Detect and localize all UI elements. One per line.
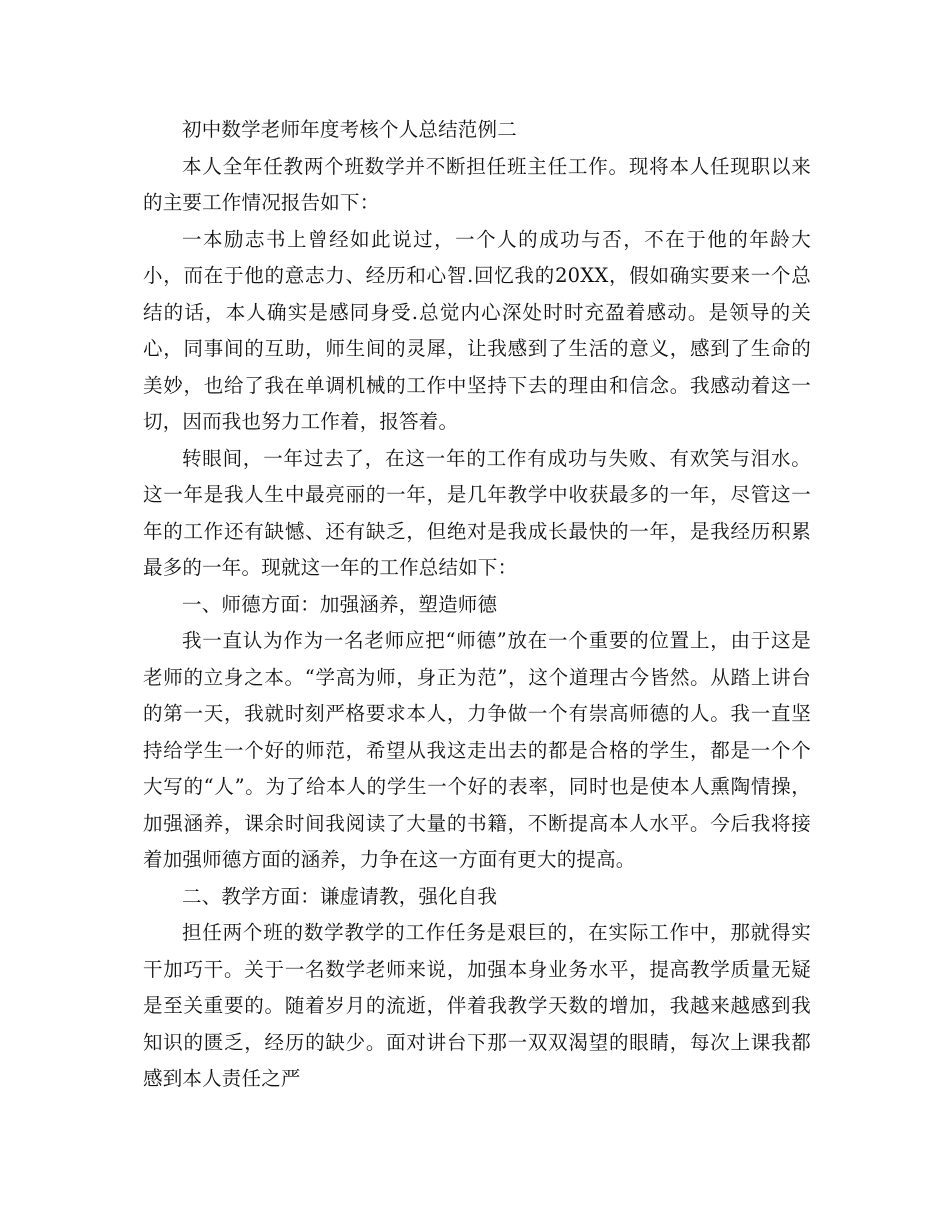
section-heading-teaching: 二、教学方面：谦虚请教，强化自我 xyxy=(182,884,498,908)
paragraph-ethics: 我一直认为作为一名老师应把“师德”放在一个重要的位置上，由于这是老师的立身之本。“学高为师，身正为范”，这个道理古今皆然。从踏上讲台的第一天，我就时刻严格要求本人，力争做一个有崇高师德的人。我一直坚持给学生一个好的师范，希望从我这走出去的都是合格的学生，都是一个个大写的“人”。为了给本人的学生一个好的表率，同时也是使本人熏陶情操，加强涵养，课余时间我阅读了大量的书籍，不断提高本人水平。今后我将接着加强师德方面的涵养，力争在这一方面有更大的提高。 xyxy=(143,629,811,871)
paragraph-reflection: 一本励志书上曾经如此说过，一个人的成功与否，不在于他的年龄大小，而在于他的意志力、经历和心智.回忆我的20XX，假如确实要来一个总结的话，本人确实是感同身受.总觉内心深处时时充盈着感动。是领导的关心，同事间的互助，师生间的灵犀，让我感到了生活的意义，感到了生命的美妙，也给了我在单调机械的工作中坚持下去的理由和信念。我感动着这一切，因而我也努力工作着，报答着。 xyxy=(143,227,811,433)
paragraph-intro: 本人全年任教两个班数学并不断担任班主任工作。现将本人任现职以来的主要工作情况报告如下： xyxy=(143,154,811,214)
section-heading-ethics: 一、师德方面：加强涵养，塑造师德 xyxy=(182,592,498,616)
paragraph-teaching: 担任两个班的数学教学的工作任务是艰巨的，在实际工作中，那就得实干加巧干。关于一名数学老师来说，加强本身业务水平，提高教学质量无疑是至关重要的。随着岁月的流逝，伴着我教学天数的增加，我越来越感到我知识的匮乏，经历的缺少。面对讲台下那一双双渴望的眼睛，每次上课我都感到本人责任之严 xyxy=(143,921,811,1090)
document-title: 初中数学老师年度考核个人总结范例二 xyxy=(182,118,517,141)
paragraph-year-review: 转眼间，一年过去了，在这一年的工作有成功与失败、有欢笑与泪水。这一年是我人生中最亮丽的一年，是几年教学中收获最多的一年，尽管这一年的工作还有缺憾、还有缺乏，但绝对是我成长最快的一年，是我经历积累最多的一年。现就这一年的工作总结如下： xyxy=(143,446,811,579)
document-page xyxy=(143,112,811,1098)
